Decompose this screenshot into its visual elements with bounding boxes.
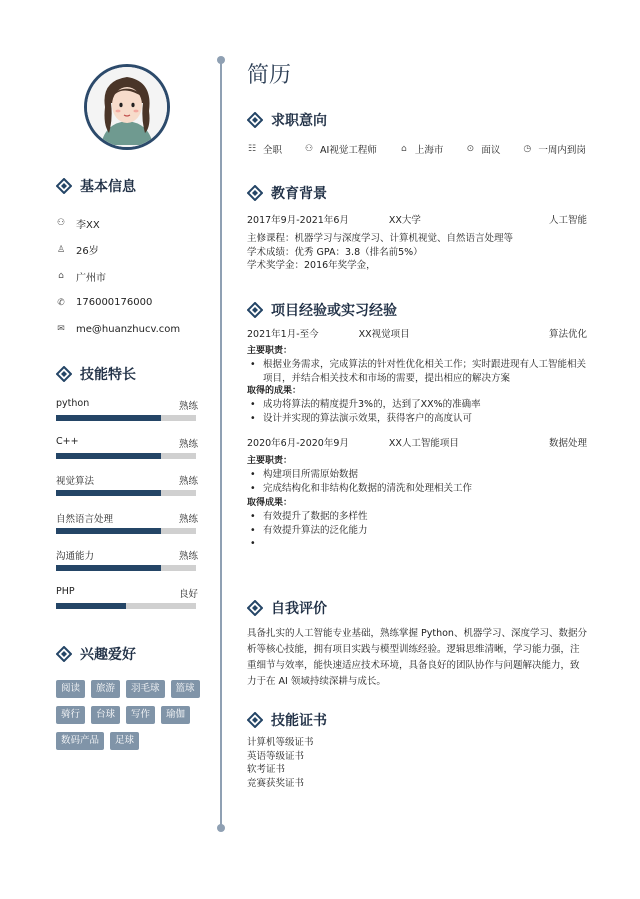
diamond-icon: [247, 112, 263, 128]
skill-level: 良好: [178, 588, 198, 600]
avatar-illustration: [87, 67, 167, 147]
basic-info-section: [56, 176, 206, 343]
self-eval-title: 自我评价: [271, 601, 327, 617]
hobby-tag: 数码产品: [56, 732, 104, 750]
timeline-dot-top: [217, 56, 225, 64]
skill-item: [56, 548, 198, 586]
cert-item: 竞赛获奖证书: [247, 777, 305, 789]
project-item: [247, 326, 587, 425]
edu-period: 2017年9月-2021年6月: [247, 215, 349, 226]
phone-icon: ✆: [57, 297, 65, 308]
result-label: 取得的成果：: [247, 386, 302, 396]
skills-title: 技能特长: [80, 367, 136, 383]
result-item: • 有效提升算法的泛化能力: [247, 524, 587, 538]
skill-level: 熟练: [178, 401, 198, 412]
diamond-icon: [247, 302, 263, 318]
skill-name: 视觉算法: [56, 476, 95, 488]
diamond-icon: [56, 366, 72, 382]
skill-bar-fill: [56, 415, 161, 421]
certs-heading: [247, 710, 587, 730]
education-title: 教育背景: [271, 186, 327, 202]
info-age: [56, 237, 206, 264]
diamond-icon: [247, 185, 263, 201]
intent-heading: [247, 110, 587, 130]
salary-icon: ⊙: [466, 144, 475, 154]
skill-item: [56, 398, 198, 436]
skill-item: [56, 473, 198, 511]
projects-title: 项目经验或实习经验: [271, 303, 397, 319]
user-icon: ⚇: [56, 218, 66, 229]
skill-bar: [56, 603, 196, 609]
hobby-tags: [56, 680, 206, 750]
diamond-icon: [56, 646, 72, 662]
project-row: [247, 326, 587, 340]
result-item: • 成功将算法的精度提升3%的，达到了XX%的准确率: [247, 398, 587, 412]
list-icon: ☷: [247, 144, 257, 154]
hobby-tag: 台球: [91, 706, 120, 724]
project-role: 算法优化: [548, 329, 587, 340]
age-text: 26岁: [76, 246, 99, 258]
result-label: 取得成果：: [247, 498, 293, 508]
projects-section: [247, 300, 587, 537]
hobbies-title: 兴趣爱好: [80, 647, 136, 663]
hobby-tag: 瑜伽: [161, 706, 190, 724]
info-city: [56, 263, 206, 290]
project-period: 2020年6月-2020年9月: [247, 438, 349, 449]
left-column: [0, 0, 222, 899]
intent-arrival: 一周内到岗: [538, 145, 586, 156]
edu-school: XX大学: [388, 215, 421, 226]
intent-title: 求职意向: [271, 113, 327, 129]
hobby-tag: 骑行: [56, 706, 85, 724]
skill-item: [56, 511, 198, 549]
certs-title: 技能证书: [271, 713, 327, 729]
timeline-divider: [220, 60, 222, 828]
project-name: XX视觉项目: [358, 329, 410, 340]
city-text: 广州市: [76, 272, 106, 284]
intent-salary: 面议: [481, 145, 501, 156]
cert-item: 英语等级证书: [247, 750, 305, 762]
intent-section: [247, 110, 587, 156]
timeline-dot-bottom: [217, 824, 225, 832]
diamond-icon: [247, 600, 263, 616]
name-text: 李XX: [76, 219, 100, 231]
education-section: [247, 183, 587, 273]
age-icon: ♙: [56, 244, 66, 255]
hobbies-heading: [56, 644, 206, 664]
duty-label: 主要职责：: [247, 456, 293, 466]
certs-section: [247, 710, 587, 790]
intent-row: [247, 142, 587, 156]
skill-item: [56, 436, 198, 474]
user-icon: ⚇: [304, 144, 314, 154]
info-name: [56, 210, 206, 237]
skill-name: PHP: [56, 585, 75, 597]
hobbies-section: [56, 644, 206, 750]
phone-text: 176000176000: [76, 297, 153, 309]
skill-item: [56, 586, 198, 624]
result-item: • 设计并实现的算法演示效果，获得客户的高度认可: [247, 412, 587, 426]
hobby-tag: 羽毛球: [126, 680, 165, 698]
self-eval-heading: [247, 598, 587, 618]
skill-level: 熟练: [178, 438, 198, 450]
mail-icon: ✉: [57, 324, 65, 335]
skill-name: 自然语言处理: [56, 513, 114, 525]
avatar: [84, 64, 170, 150]
duty-item: • 根据业务需求，完成算法的针对性优化相关工作；实时跟进现有人工智能相关项目，并结合相关技术和市场的需要，提出相应的解决方案: [247, 358, 587, 385]
skill-list: [56, 398, 198, 624]
edu-major: 人工智能: [548, 215, 587, 226]
clock-icon: ◷: [523, 144, 532, 154]
skill-level: 熟练: [178, 476, 198, 488]
cert-item: 软考证书: [247, 764, 286, 775]
info-email: [56, 316, 206, 343]
skill-bar-fill: [56, 565, 161, 571]
diamond-icon: [56, 178, 72, 194]
projects-heading: [247, 300, 587, 320]
skill-name: C++: [56, 435, 79, 447]
skill-level: 熟练: [178, 551, 198, 563]
intent-position: AI视觉工程师: [320, 145, 377, 156]
skill-bar-fill: [56, 453, 161, 459]
skill-bar-fill: [56, 603, 126, 609]
cert-item: 计算机等级证书: [247, 737, 314, 748]
skill-bar-fill: [56, 490, 161, 496]
hobby-tag: 旅游: [91, 680, 120, 698]
skill-bar: [56, 453, 196, 459]
info-phone: [56, 290, 206, 317]
hobby-tag: 阅读: [56, 680, 85, 698]
skills-section: [56, 364, 198, 624]
email-text: me@huanzhucv.com: [76, 323, 181, 335]
result-item: • 有效提升了数据的多样性: [247, 510, 587, 524]
skills-heading: [56, 364, 198, 384]
page-title: 简历: [247, 63, 292, 88]
hobby-tag: 篮球: [171, 680, 200, 698]
project-role: 数据处理: [548, 438, 587, 449]
basic-info-heading: [56, 176, 206, 196]
project-item: [247, 435, 587, 537]
edu-line: 主修课程：机器学习与深度学习、计算机视觉、自然语言处理等: [247, 233, 514, 244]
skill-bar: [56, 565, 196, 571]
location-icon: ⌂: [58, 271, 64, 282]
education-heading: [247, 183, 587, 203]
hobby-tag: 足球: [110, 732, 139, 750]
duty-label: 主要职责：: [247, 346, 293, 356]
self-eval-text: 具备扎实的人工智能专业基础，熟练掌握 Python、机器学习、深度学习、数据分析等核心技能，拥有项目实践与模型训练经验。逻辑思维清晰，学习能力强，注重细节与效率，能快速适应技术环境，具备良好的团队协作与问题解决能力，致力于在 AI 领域持续深耕与成长。: [247, 628, 587, 687]
project-period: 2021年1月-至今: [247, 329, 319, 340]
duty-item: • 完成结构化和非结构化数据的清洗和处理相关工作: [247, 482, 587, 496]
self-eval-section: [247, 598, 587, 690]
edu-line: 学术奖学金：2016年奖学金，: [247, 260, 376, 271]
hobby-tag: 写作: [126, 706, 155, 724]
skill-bar: [56, 490, 196, 496]
basic-info-title: 基本信息: [80, 179, 136, 195]
project-row: [247, 435, 587, 449]
location-icon: ⌂: [400, 144, 407, 154]
skill-bar: [56, 528, 196, 534]
skill-name: 沟通能力: [56, 551, 95, 563]
skill-level: 熟练: [178, 513, 198, 525]
intent-city: 上海市: [414, 145, 444, 156]
diamond-icon: [247, 712, 263, 728]
duty-item: • 构建项目所需原始数据: [247, 468, 587, 482]
edu-line: 学术成绩：优秀 GPA：3.8（排名前5%）: [247, 246, 423, 258]
intent-type: 全职: [263, 145, 283, 156]
skill-bar-fill: [56, 528, 161, 534]
skill-bar: [56, 415, 196, 421]
education-row: [247, 212, 587, 226]
skill-name: python: [56, 398, 90, 409]
project-name: XX人工智能项目: [388, 438, 459, 449]
